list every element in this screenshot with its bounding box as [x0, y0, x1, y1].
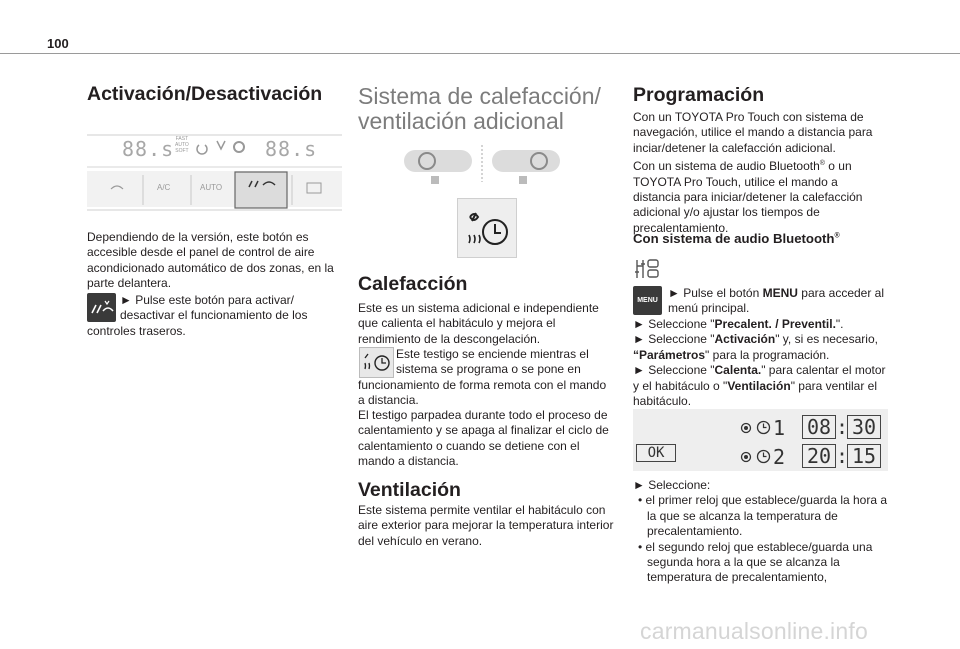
heating-paragraph-2-line-1: Este testigo se enciende mientras el [396, 347, 589, 361]
timer-1-minutes: 30 [847, 415, 881, 439]
activation-step-line-3: controles traseros. [87, 324, 186, 338]
step-select-preheat-bold: Precalent. / Preventil. [714, 317, 836, 331]
section-title-programming: Programación [633, 84, 765, 106]
timer-ok-button: OK [636, 444, 676, 462]
watermark: carmanualsonline.info [640, 618, 868, 644]
step-heat-e: " para ventilar el habitáculo. [633, 378, 877, 409]
heading-registered-mark: ® [834, 232, 840, 240]
panel-auto-button: AUTO [200, 183, 223, 192]
timer-1-label: 1 [773, 416, 786, 440]
timer-2-minutes: 15 [847, 444, 881, 468]
step-select-heat [633, 363, 888, 409]
panel-display-left: 88.s [122, 137, 175, 161]
bullet-second-clock: • el segundo reloj que establece/guarda una segunda hora a la que se alcanza la temperatura de precalentamiento, [638, 539, 873, 585]
heating-paragraph-2-line-3: funcionamiento de forma remota con el mando a distancia. [358, 378, 607, 408]
programming-paragraph-2-post: o un TOYOTA Pro Touch, utilice el mando a distancia para iniciar/detener la calefacción adicional y/o ajustar los tiempos de precalentamiento. [633, 159, 863, 235]
step-select-preheat-a: ► Seleccione " [633, 317, 715, 331]
timer-1-hours: 08 [802, 415, 836, 439]
panel-auto-label: AUTO [175, 142, 189, 148]
section-title-heating-system-2: ventilación adicional [358, 108, 564, 134]
panel-soft-label: SOFT [175, 148, 189, 154]
section-title-activation: Activación/Desactivación [87, 83, 323, 105]
step-heat-bold: Calenta. [714, 363, 762, 378]
timer-1-separator: : [836, 415, 849, 439]
step-menu-line-2: menú principal. [668, 301, 750, 316]
timer-2-hours: 20 [802, 444, 836, 468]
steering-wheel-positions-illustration [402, 142, 562, 187]
panel-ac-button: A/C [157, 183, 171, 192]
heating-warning-light-icon [457, 198, 517, 258]
step-menu-line-1 [668, 286, 888, 301]
programming-paragraph-2 [633, 156, 888, 236]
step-menu-text-b: para acceder al [797, 286, 885, 300]
bullet-first-clock: • el primer reloj que establece/guarda la hora a la que se alcanza la temperatura de precalentamiento. [638, 493, 888, 539]
step-select-activation [633, 332, 888, 363]
step-heat-c: " para calentar el motor y el habitáculo o " [633, 363, 886, 393]
heating-indicator-icon [359, 347, 394, 378]
programming-paragraph-1: Con un TOYOTA Pro Touch con sistema de navegación, utilice el mando a distancia para inciar/detener la calefacción adicional. [633, 110, 873, 155]
step-select-preheat-c: ". [835, 317, 844, 331]
timer-2-clock-icon [756, 449, 771, 464]
rear-controls-icon [87, 293, 116, 322]
heating-paragraph-2-line-2: sistema se programa o se pone en [396, 362, 581, 377]
section-title-heating-system-1: Sistema de calefacción/ [358, 83, 601, 109]
heading-bluetooth [633, 231, 840, 246]
timer-1-active-icon [740, 422, 752, 434]
step-heat-a: ► Seleccione " [633, 363, 715, 378]
column-activation [87, 70, 342, 338]
step-menu-text-a: ► Pulse el botón [668, 286, 763, 300]
activation-step-line-2: desactivar el funcionamiento de los [120, 308, 308, 323]
bullet-first-clock-text: el primer reloj que establece/guarda la hora a la que se alcanza la temperatura de precalentamiento. [645, 493, 888, 539]
header-rule [0, 53, 960, 54]
preheat-timer-screen [633, 409, 888, 471]
heating-paragraph-3: El testigo parpadea durante todo el proceso de calentamiento y se apaga al finalizar el ciclo de calentamiento o cuando se detiene con el mando a distancia. [358, 408, 609, 469]
step-activation-a: ► Seleccione " [633, 332, 715, 347]
step-activation-c: " y, si es necesario, [775, 332, 878, 347]
activation-step-line-1: ► Pulse este botón para activar/ [120, 293, 294, 307]
step-menu-bold: MENU [762, 286, 798, 300]
heading-ventilation: Ventilación [358, 479, 461, 501]
step-vent-bold: Ventilación [727, 378, 791, 393]
activation-paragraph: Dependiendo de la versión, este botón es accesible desde el panel de control de aire acondicionado automático de dos zonas, en la parte delantera. [87, 230, 334, 291]
registered-mark: ® [819, 160, 825, 168]
panel-fast-label: FAST [175, 136, 189, 142]
panel-mode-labels [175, 136, 189, 154]
column-heating [358, 70, 616, 548]
audio-settings-icon [634, 257, 660, 281]
step-select-clock: ► Seleccione: [633, 478, 711, 492]
bullet-second-clock-text: el segundo reloj que establece/guarda una segunda hora a la que se alcanza la temperatura de precalentamiento, [645, 539, 873, 585]
timer-1-clock-icon [756, 420, 771, 435]
timer-2-active-icon [740, 451, 752, 463]
programming-paragraph-2-pre: Con un sistema de audio Bluetooth [633, 159, 820, 174]
heading-bluetooth-text: Con sistema de audio Bluetooth [633, 231, 835, 246]
step-activation-e: " para la programación. [705, 347, 830, 362]
step-select-preheat [633, 317, 888, 332]
panel-display-right: 88.s [265, 137, 318, 161]
step-activation-bold: Activación [714, 332, 776, 347]
page-number: 100 [47, 36, 69, 51]
column-programming [633, 70, 888, 585]
menu-button-icon: MENU [633, 286, 662, 315]
ventilation-paragraph: Este sistema permite ventilar el habitáculo con aire exterior para mejorar la temperatura interior del vehículo en verano. [358, 503, 614, 548]
timer-2-label: 2 [773, 445, 786, 469]
timer-2-separator: : [836, 444, 849, 468]
heating-paragraph-1: Este es un sistema adicional e independiente que calienta el habitáculo y mejora el rendimiento de la descongelación. [358, 301, 599, 346]
step-activation-params-bold: “Parámetros [633, 347, 706, 362]
heading-heating: Calefacción [358, 273, 468, 295]
